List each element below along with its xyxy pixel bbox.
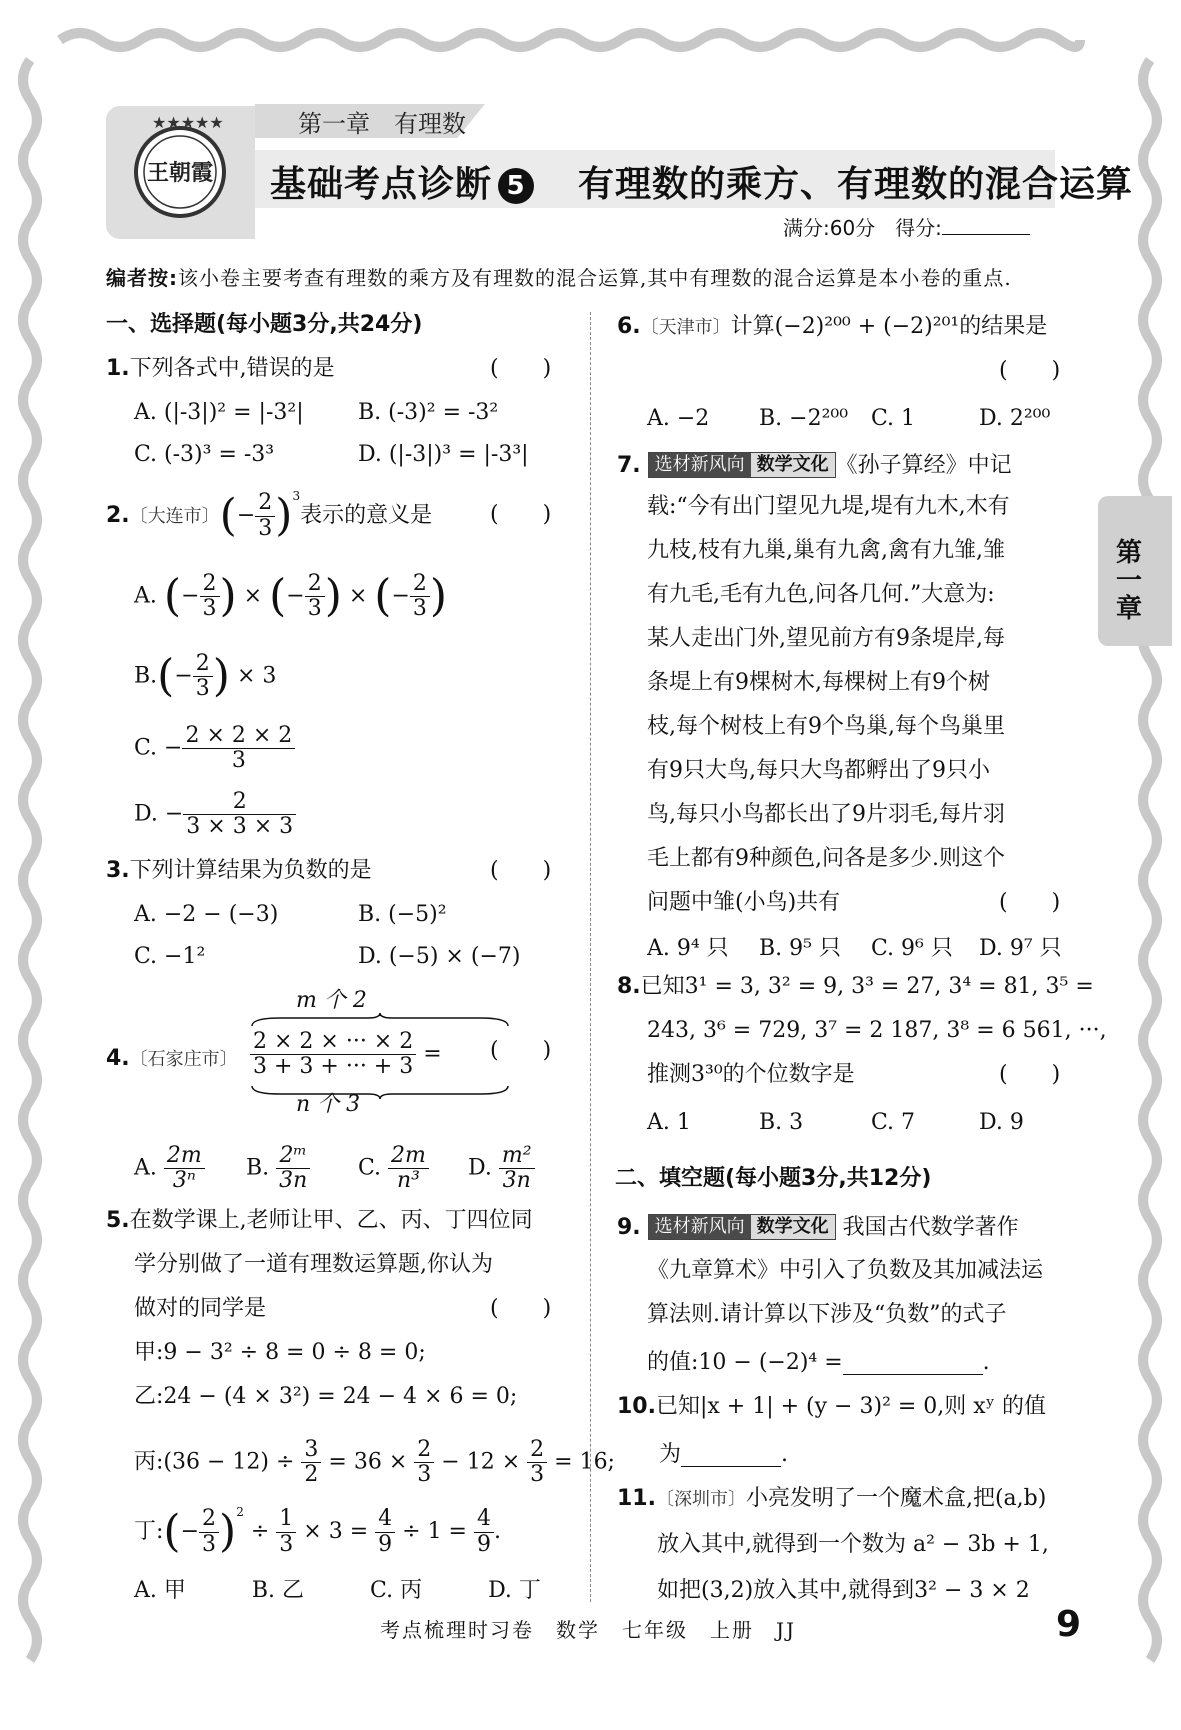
chapter-side-tab[interactable]: 第 一 章 xyxy=(1098,496,1172,646)
q2-source: 〔大连市〕 xyxy=(129,506,220,527)
q1-number: 1. xyxy=(106,356,130,381)
q3-stem xyxy=(106,860,372,882)
q3-option-d[interactable]: D. (−5) × (−7) xyxy=(358,944,521,969)
q8-line3: 推测3³⁰的个位数字是 xyxy=(647,1062,855,1087)
q7-tag: 选材新风向 数学文化 xyxy=(648,452,836,478)
q10-line1: 10.已知|x + 1| + (y − 3)² = 0,则 xʸ 的值 xyxy=(617,1394,1047,1419)
q8-option-b[interactable]: B. 3 xyxy=(759,1110,804,1135)
q10-number: 10. xyxy=(617,1394,656,1419)
q1-option-c[interactable]: C. (-3)³ = -3³ xyxy=(134,442,275,467)
q7-number: 7. xyxy=(617,453,641,478)
q2-stem-text: 表示的意义是 xyxy=(300,503,433,528)
q7-line8: 有9只大鸟,每只大鸟都孵出了9只小 xyxy=(647,758,990,783)
q4-answer-paren[interactable]: ( ) xyxy=(490,1038,552,1063)
q4-top-brace xyxy=(250,1012,510,1028)
q9-line4: 的值:10 − (−2)⁴ = . xyxy=(647,1350,990,1375)
q10-answer-blank[interactable] xyxy=(681,1444,781,1467)
q5-number: 5. xyxy=(106,1208,130,1233)
q8-answer-paren[interactable]: ( ) xyxy=(999,1062,1061,1087)
q8-option-c[interactable]: C. 7 xyxy=(871,1110,916,1135)
q7-line4: 有九毛,毛有九色,问各几何.”大意为: xyxy=(647,582,995,607)
q1-stem xyxy=(106,358,335,380)
q5-ding: 丁:(− $\frac{2}{3}$ )$^2$ ÷ $\frac{1}{3}$ × 3 = $\frac{4}{9}$ ÷ 1 = $\frac{4}{9}$ . xyxy=(134,1505,501,1557)
q6-option-d[interactable]: D. 2²⁰⁰ xyxy=(979,406,1051,431)
q7-option-b[interactable]: B. 9⁵ 只 xyxy=(759,936,841,961)
q1-option-d[interactable]: D. (|-3|)³ = |-3³| xyxy=(358,442,529,467)
chapter-label: 第一章 有理数 xyxy=(298,110,466,138)
svg-text:★★★★★: ★★★★★ xyxy=(152,113,224,132)
q1-stem-text: 下列各式中,错误的是 xyxy=(129,356,335,381)
q7-line2: 载:“今有出门望见九堤,堤有九木,木有 xyxy=(647,494,1010,519)
q7-line5: 某人走出门外,望见前方有9条堤岸,每 xyxy=(647,626,1005,651)
editor-note-label: 编者按: xyxy=(106,266,178,290)
q6-stem xyxy=(617,316,1047,338)
q8-option-a[interactable]: A. 1 xyxy=(647,1110,691,1135)
q5-line2: 学分别做了一道有理数运算题,你认为 xyxy=(134,1252,493,1277)
score-label: 满分:60分 得分: xyxy=(783,216,942,240)
q2-option-c[interactable]: C. − $\frac{2 \times 2 \times 2}{3}$ xyxy=(134,724,295,773)
q2-stem: 2.〔大连市〕(− $\frac{2}{3}$ )$^3$表示的意义是 xyxy=(106,489,433,541)
q5-answer-paren[interactable]: ( ) xyxy=(490,1296,552,1321)
footer-text: 考点梳理时习卷 数学 七年级 上册 JJ xyxy=(380,1618,797,1642)
column-divider xyxy=(590,312,591,1602)
q3-option-b[interactable]: B. (−5)² xyxy=(358,902,447,927)
q9-line1: 9. 选材新风向 数学文化 我国古代数学著作 xyxy=(617,1215,1019,1240)
section2-title: 二、填空题(每小题3分,共12分) xyxy=(615,1166,932,1191)
q2-option-b[interactable]: B.(− $\frac{2}{3}$ ) × 3 xyxy=(134,650,277,702)
q11-number: 11. xyxy=(617,1486,656,1511)
q8-option-d[interactable]: D. 9 xyxy=(979,1110,1024,1135)
q4-number: 4. xyxy=(106,1046,130,1071)
q7-option-c[interactable]: C. 9⁶ 只 xyxy=(871,936,953,961)
q4-numerator: 2 × 2 × ··· × 2 xyxy=(250,1030,416,1055)
title-prefix: 基础考点诊断 xyxy=(270,164,493,205)
q6-option-b[interactable]: B. −2²⁰⁰ xyxy=(759,406,849,431)
q11-line1: 11.〔深圳市〕小亮发明了一个魔术盒,把(a,b) xyxy=(617,1486,1047,1511)
q1-option-b[interactable]: B. (-3)² = -3² xyxy=(358,400,499,425)
q4-denominator: 3 + 3 + ··· + 3 xyxy=(253,1054,414,1080)
q11-line3: 如把(3,2)放入其中,就得到3² − 3 × 2 xyxy=(657,1578,1030,1603)
q4-source: 〔石家庄市〕 xyxy=(129,1049,238,1070)
publisher-logo-seal xyxy=(124,112,236,222)
q2-answer-paren[interactable]: ( ) xyxy=(490,502,552,527)
q2-base-fraction: $\frac{2}{3}$ xyxy=(255,491,275,540)
q6-stem-text: 计算(−2)²⁰⁰ + (−2)²⁰¹的结果是 xyxy=(730,314,1048,339)
q4-equals: = xyxy=(423,1041,442,1067)
q7-line6: 条堤上有9棵树木,每棵树上有9个树 xyxy=(647,670,990,695)
logo-text: 王朝霞 xyxy=(146,160,214,186)
q5-jia: 甲:9 − 3² ÷ 8 = 0 ÷ 8 = 0; xyxy=(134,1340,426,1365)
q4-option-d[interactable]: D. $\frac{\text{m²}}{3n}$ xyxy=(468,1144,535,1193)
q8-number: 8. xyxy=(617,974,641,999)
page-number: 9 xyxy=(1056,1604,1082,1645)
q3-stem-text: 下列计算结果为负数的是 xyxy=(129,858,372,883)
q4-fraction xyxy=(250,1030,442,1079)
q3-answer-paren[interactable]: ( ) xyxy=(490,858,552,883)
q8-line2: 243, 3⁶ = 729, 3⁷ = 2 187, 3⁸ = 6 561, ···, xyxy=(647,1018,1107,1043)
q4-stem xyxy=(106,1048,238,1070)
q6-source: 〔天津市〕 xyxy=(640,317,731,338)
title-main: 有理数的乘方、有理数的混合运算 xyxy=(578,164,1134,205)
q4-bottom-label: n 个 3 xyxy=(296,1092,361,1117)
editor-note xyxy=(106,262,1086,291)
q3-option-a[interactable]: A. −2 − (−3) xyxy=(134,902,279,927)
q6-number: 6. xyxy=(617,314,641,339)
q2-exponent: 3 xyxy=(292,489,301,503)
q5-options[interactable]: A. 甲 B. 乙 C. 丙 D. 丁 xyxy=(134,1578,541,1603)
q7-option-d[interactable]: D. 9⁷ 只 xyxy=(979,936,1062,961)
q3-number: 3. xyxy=(106,858,130,883)
page-title xyxy=(270,156,1133,207)
section1-title: 一、选择题(每小题3分,共24分) xyxy=(106,312,423,337)
q4-option-c[interactable]: C. $\frac{2m}{\text{n³}}$ xyxy=(358,1144,429,1193)
q2-option-d[interactable]: D. − $\frac{2}{3 \times 3 \times 3}$ xyxy=(134,790,296,839)
q4-top-label: m 个 2 xyxy=(296,988,367,1013)
q5-line3: 做对的同学是 xyxy=(134,1296,267,1321)
q6-answer-paren[interactable]: ( ) xyxy=(999,358,1061,383)
q5-bing: 丙:(36 − 12) ÷ $\frac{3}{2}$ = 36 × $\frac{2}{3}$ − 12 × $\frac{2}{3}$ = 16; xyxy=(134,1437,615,1488)
q7-line11: 问题中雏(小鸟)共有 xyxy=(647,890,841,915)
score-blank[interactable] xyxy=(942,234,1030,235)
q5-yi: 乙:24 − (4 × 3²) = 24 − 4 × 6 = 0; xyxy=(134,1384,518,1409)
q4-bottom-brace xyxy=(250,1084,510,1100)
q4-option-a[interactable]: A. $\frac{2m}{\text{3ⁿ}}$ xyxy=(134,1144,205,1193)
q7-line3: 九枝,枝有九巢,巢有九禽,禽有九雏,雏 xyxy=(647,538,1005,563)
q3-option-c[interactable]: C. −1² xyxy=(134,944,206,969)
q11-source: 〔深圳市〕 xyxy=(655,1489,746,1510)
q9-number: 9. xyxy=(617,1215,641,1240)
q8-line1: 8.已知3¹ = 3, 3² = 9, 3³ = 27, 3⁴ = 81, 3⁵ = xyxy=(617,974,1094,999)
q9-line3: 算法则.请计算以下涉及“负数”的式子 xyxy=(647,1302,1007,1327)
q7-line7: 枝,每个树枝上有9个鸟巢,每个鸟巢里 xyxy=(647,714,1005,739)
q7-line10: 毛上都有9种颜色,问各是多少.则这个 xyxy=(647,846,1005,871)
q1-option-a[interactable]: A. (|-3|)² = |-3²| xyxy=(134,400,304,425)
q7-answer-paren[interactable]: ( ) xyxy=(999,890,1061,915)
q7-option-a[interactable]: A. 9⁴ 只 xyxy=(647,936,729,961)
q4-option-b[interactable]: B. $\frac{\text{2ᵐ}}{3n}$ xyxy=(246,1144,310,1193)
q6-option-c[interactable]: C. 1 xyxy=(871,406,916,431)
q7-line1: 7. 选材新风向 数学文化 《孙子算经》中记 xyxy=(617,453,1012,478)
q2-option-a[interactable]: A. (− $\frac{2}{3}$ ) × (− $\frac{2}{3}$ ) × (− $\frac{2}{3}$ ) xyxy=(134,570,448,622)
q2-number: 2. xyxy=(106,503,130,528)
q9-tag: 选材新风向 数学文化 xyxy=(648,1214,836,1240)
q6-option-a[interactable]: A. −2 xyxy=(647,406,710,431)
q11-line2: 放入其中,就得到一个数为 a² − 3b + 1, xyxy=(657,1532,1049,1557)
q9-line2: 《九章算术》中引入了负数及其加减法运 xyxy=(647,1258,1044,1283)
q7-line9: 鸟,每只小鸟都长出了9片羽毛,每片羽 xyxy=(647,802,1005,827)
q1-answer-paren[interactable]: ( ) xyxy=(490,356,552,381)
q10-line2: 为 . xyxy=(659,1442,789,1467)
q5-line1: 5.在数学课上,老师让甲、乙、丙、丁四位同 xyxy=(106,1208,533,1233)
editor-note-text: 该小卷主要考查有理数的乘方及有理数的混合运算,其中有理数的混合运算是本小卷的重点. xyxy=(178,266,1012,290)
score-line xyxy=(783,212,1030,241)
q9-answer-blank[interactable] xyxy=(843,1352,983,1375)
title-number-badge: 5 xyxy=(498,168,534,204)
